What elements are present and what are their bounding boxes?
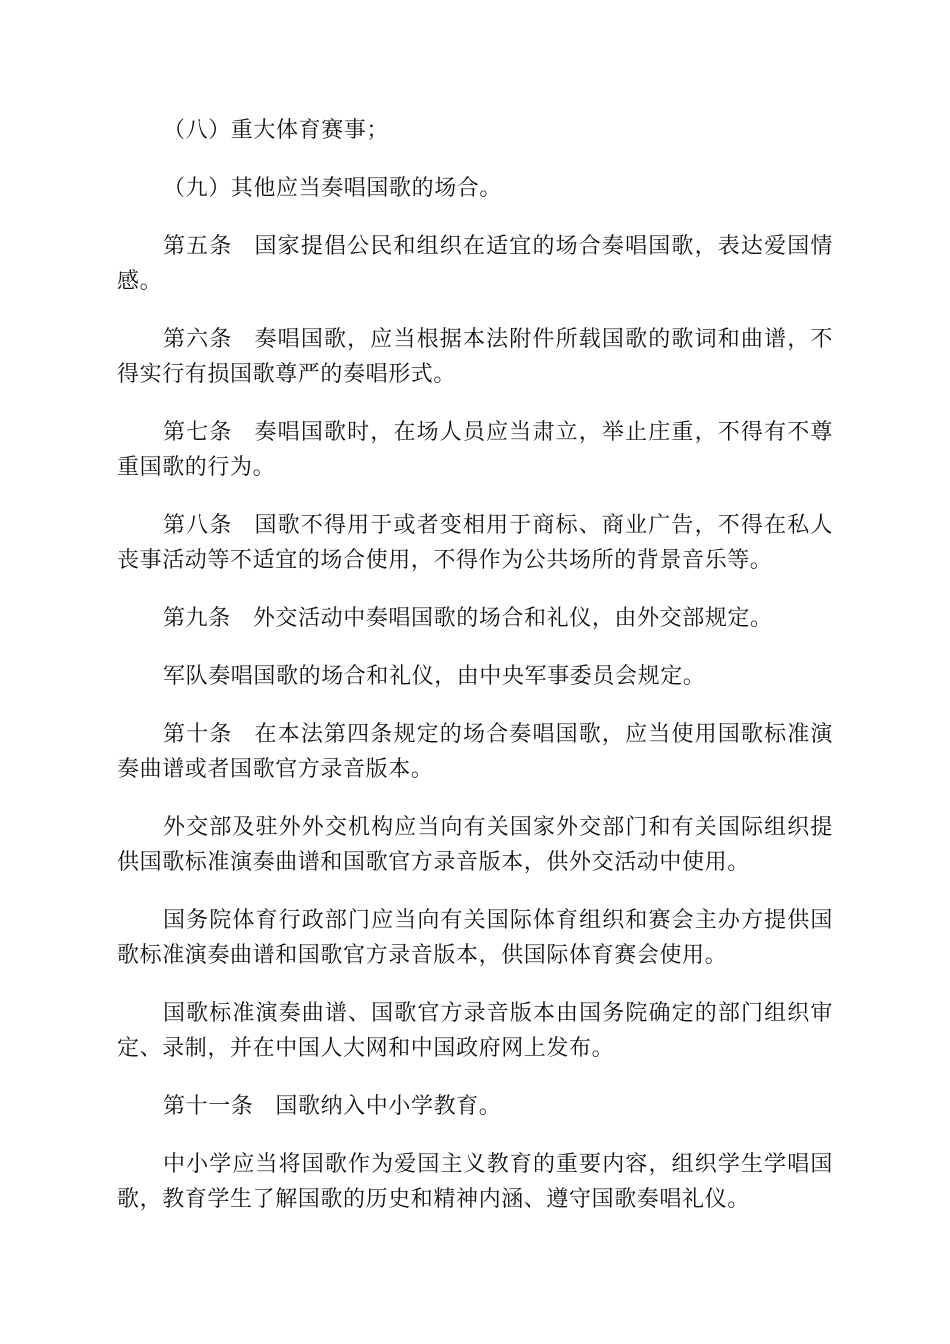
article-10 [117,717,833,787]
article-11 [117,1089,833,1124]
article-8 [117,508,833,578]
article-10-paragraph-3 [117,903,833,973]
article-10-paragraph-4 [117,996,833,1066]
paragraph-text: 国务院体育行政部门应当向有关国际体育组织和赛会主办方提供国歌标准演奏曲谱和国歌官方录音版本，供国际体育赛会使用。 [117,908,833,968]
paragraph-text: 国歌标准演奏曲谱、国歌官方录音版本由国务院确定的部门组织审定、录制，并在中国人大网和中国政府网上发布。 [117,1001,833,1061]
article-9-paragraph-2 [117,659,833,694]
paragraph-text: 奏唱国歌，应当根据本法附件所载国歌的歌词和曲谱，不得实行有损国歌尊严的奏唱形式。 [117,327,833,387]
paragraph-text: 外交活动中奏唱国歌的场合和礼仪，由外交部规定。 [252,606,773,631]
paragraph-text: 中小学应当将国歌作为爱国主义教育的重要内容，组织学生学唱国歌，教育学生了解国歌的历史和精神内涵、遵守国歌奏唱礼仪。 [117,1152,833,1212]
paragraph-item-8 [117,113,833,148]
paragraph-text: 国歌不得用于或者变相用于商标、商业广告，不得在私人丧事活动等不适宜的场合使用，不得作为公共场所的背景音乐等。 [117,513,833,573]
article-number: 第五条 [163,234,233,259]
article-9 [117,601,833,636]
article-6 [117,322,833,392]
paragraph-text: 在本法第四条规定的场合奏唱国歌，应当使用国歌标准演奏曲谱或者国歌官方录音版本。 [117,722,833,782]
article-10-paragraph-2 [117,810,833,880]
article-number: 第七条 [163,420,233,445]
article-number: 第九条 [163,606,231,631]
paragraph-text: （九）其他应当奏唱国歌的场合。 [163,176,503,201]
document-body [117,113,833,1240]
article-number: 第八条 [163,513,233,538]
paragraph-text: 国家提倡公民和组织在适宜的场合奏唱国歌，表达爱国情感。 [117,234,833,294]
article-11-paragraph-2 [117,1147,833,1217]
paragraph-text: 军队奏唱国歌的场合和礼仪，由中央军事委员会规定。 [163,664,706,689]
paragraph-text: 国歌纳入中小学教育。 [275,1094,502,1119]
article-number: 第十条 [163,722,233,747]
paragraph-text: （八）重大体育赛事； [163,118,390,143]
paragraph-item-9 [117,171,833,206]
paragraph-text: 外交部及驻外外交机构应当向有关国家外交部门和有关国际组织提供国歌标准演奏曲谱和国歌官方录音版本，供外交活动中使用。 [117,815,833,875]
article-7 [117,415,833,485]
article-number: 第六条 [163,327,233,352]
article-5 [117,229,833,299]
article-number: 第十一条 [163,1094,254,1119]
paragraph-text: 奏唱国歌时，在场人员应当肃立，举止庄重，不得有不尊重国歌的行为。 [117,420,833,480]
